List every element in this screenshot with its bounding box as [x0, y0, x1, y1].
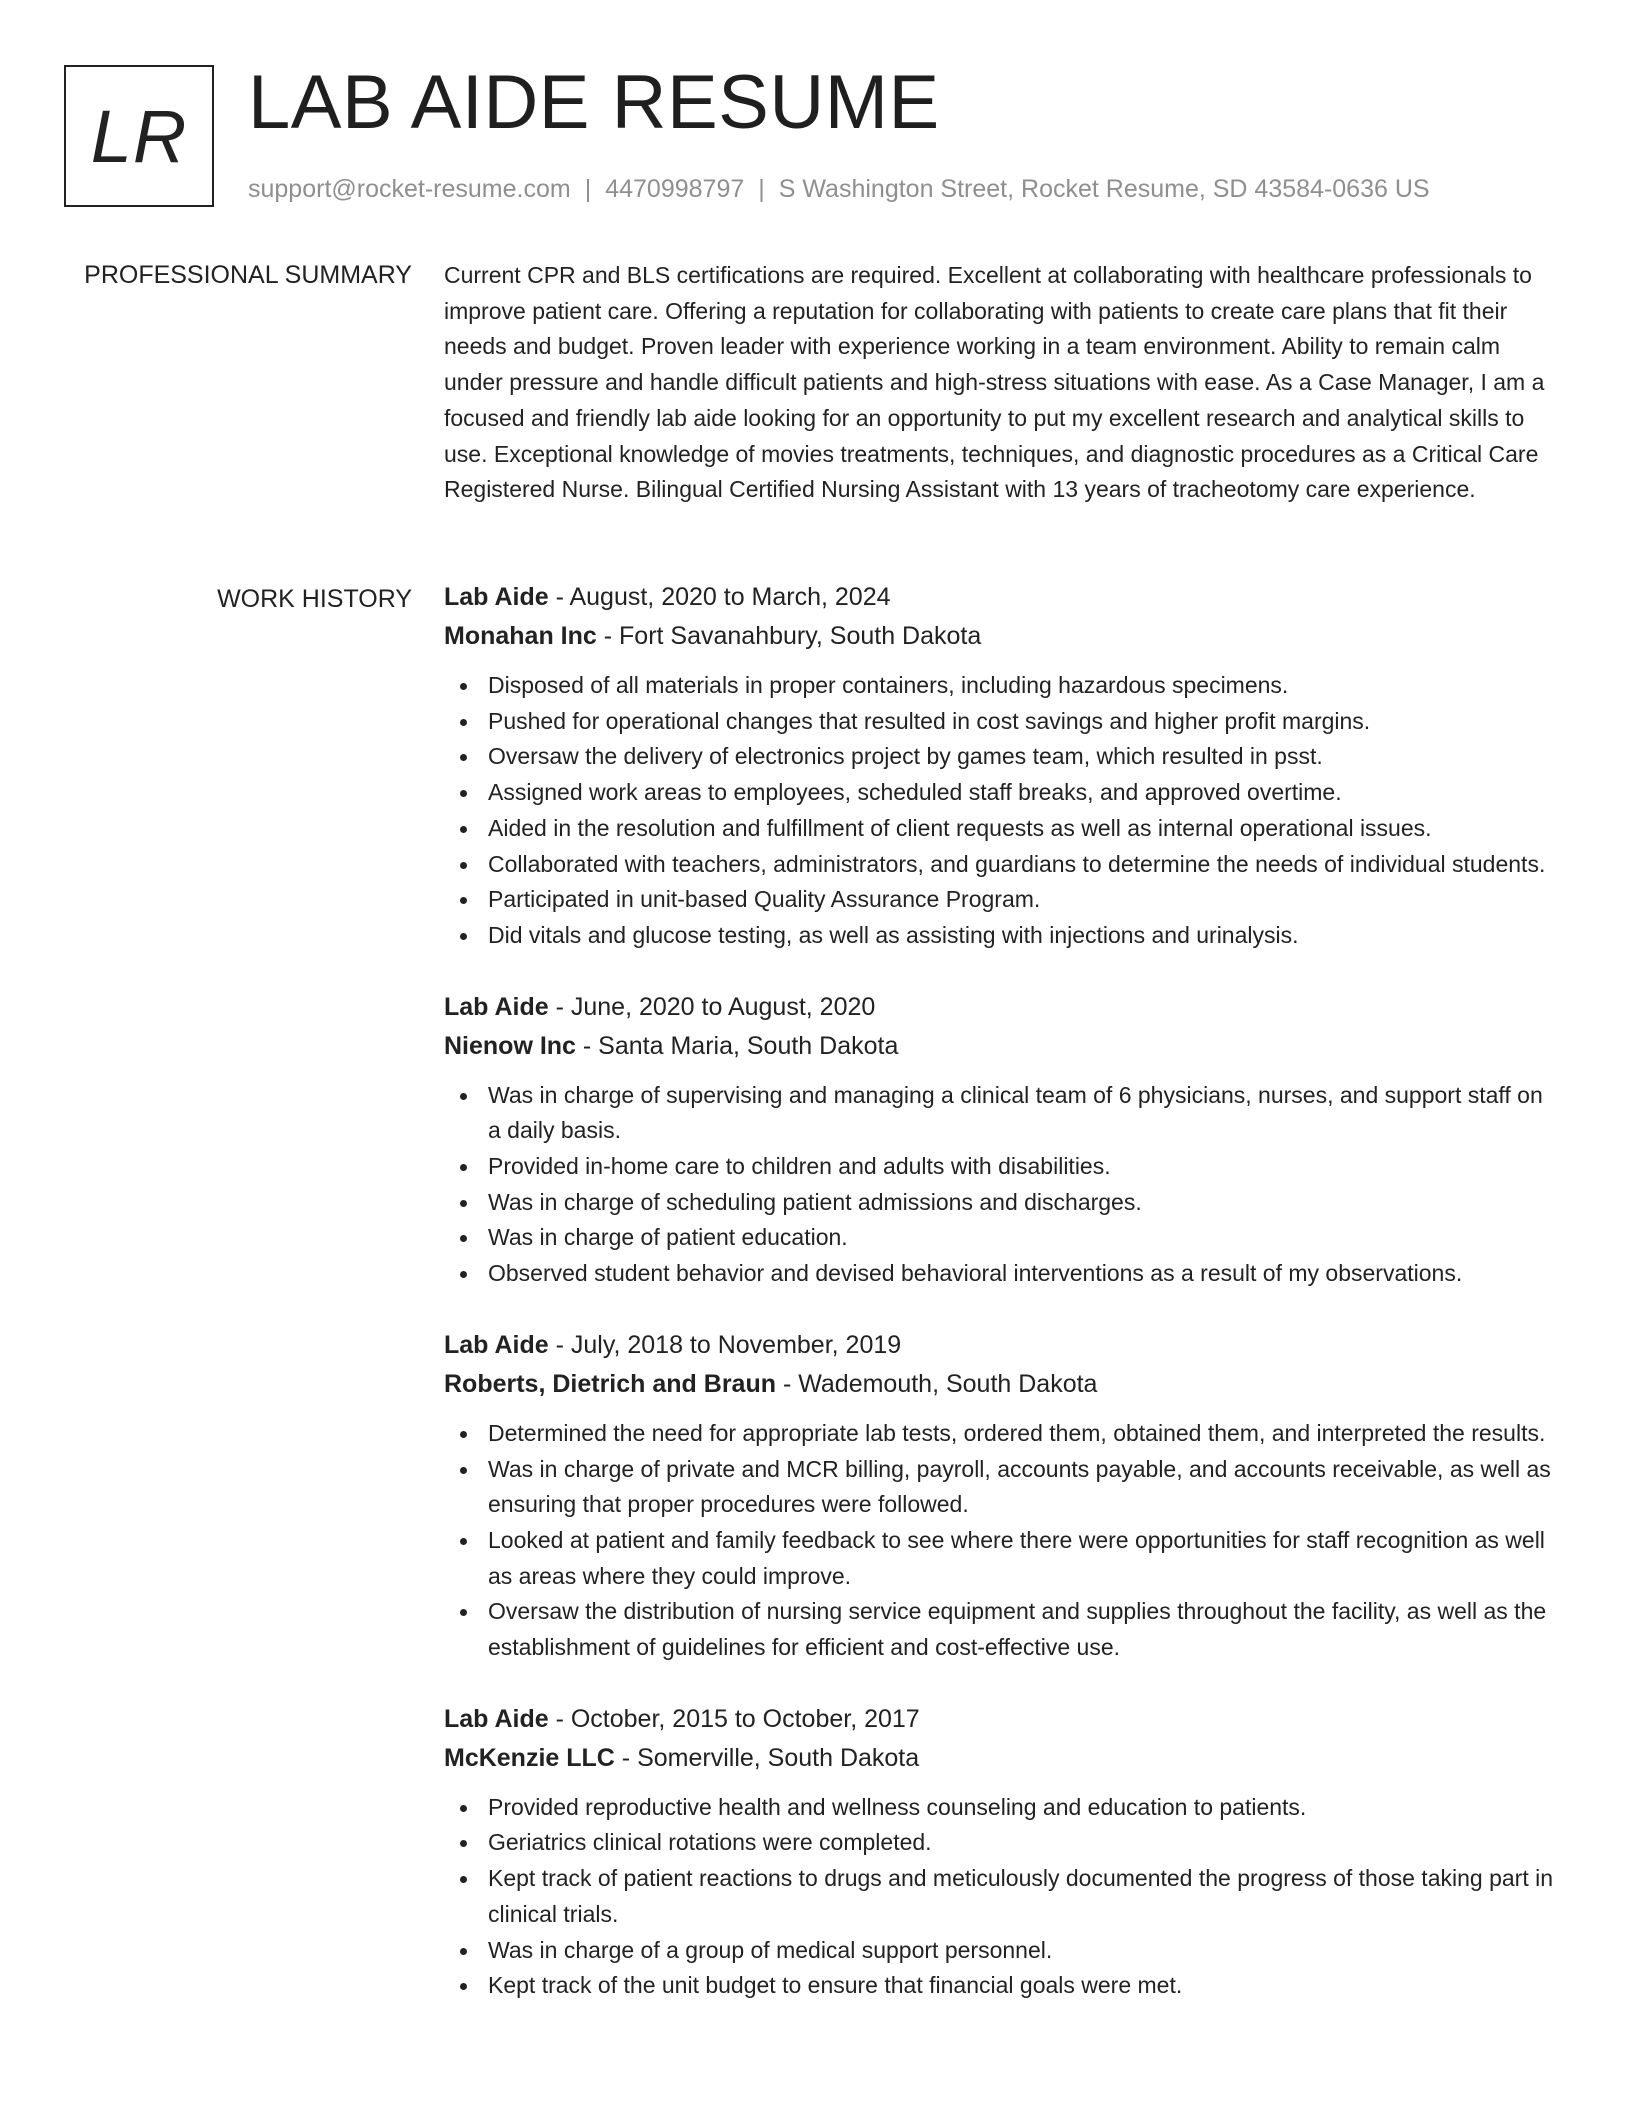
job-bullet-list [444, 1078, 1556, 1292]
job-bullet: Aided in the resolution and fulfillment of client requests as well as internal operational issues. [444, 811, 1556, 847]
job-bullet: Kept track of patient reactions to drugs and meticulously documented the progress of those taking part in clinical trials. [444, 1861, 1556, 1932]
job-bullet: Was in charge of supervising and managing a clinical team of 6 physicians, nurses, and support staff on a daily basis. [444, 1078, 1556, 1149]
job-company: Nienow Inc [444, 1031, 576, 1060]
job-bullet: Pushed for operational changes that resulted in cost savings and higher profit margins. [444, 704, 1556, 740]
contact-separator: | [584, 175, 592, 203]
monogram-logo: LR [64, 65, 214, 207]
contact-separator: | [758, 175, 765, 203]
job-title: Lab Aide [444, 1330, 549, 1359]
job-bullet-list [444, 1790, 1556, 2004]
job-company-line [444, 1739, 1556, 1778]
job-bullet: Oversaw the delivery of electronics project by games team, which resulted in psst. [444, 739, 1556, 775]
job-title: Lab Aide [444, 583, 549, 611]
job-entry [444, 1326, 1556, 1666]
job-bullet: Collaborated with teachers, administrators, and guardians to determine the needs of individual students. [444, 847, 1556, 883]
section-label-summary: PROFESSIONAL SUMMARY [84, 261, 412, 289]
job-title-line [444, 1700, 1556, 1739]
job-dates: - June, 2020 to August, 2020 [548, 992, 876, 1021]
job-bullet: Geriatrics clinical rotations were completed. [444, 1825, 1556, 1861]
job-bullet: Looked at patient and family feedback to see where there were opportunities for staff recognition as well as areas where they could improve. [444, 1523, 1556, 1594]
job-bullet: Disposed of all materials in proper containers, including hazardous specimens. [444, 668, 1556, 704]
contact-email: support@rocket-resume.com [248, 175, 571, 203]
job-bullet: Did vitals and glucose testing, as well as assisting with injections and urinalysis. [444, 918, 1556, 954]
job-bullet-list [444, 1416, 1556, 1666]
job-bullet-list [444, 668, 1556, 954]
job-dates: - October, 2015 to October, 2017 [548, 1704, 920, 1733]
job-bullet: Oversaw the distribution of nursing service equipment and supplies throughout the facility, as well as the establishment of guidelines for efficient and cost-effective use. [444, 1594, 1556, 1665]
resume-title: LAB AIDE RESUME [248, 60, 940, 145]
job-title: Lab Aide [444, 992, 549, 1021]
section-label-work-history: WORK HISTORY [217, 585, 412, 613]
job-company-line [444, 1365, 1556, 1404]
job-location: - Santa Maria, South Dakota [575, 1031, 899, 1060]
job-dates: - August, 2020 to March, 2024 [548, 583, 891, 611]
job-entry [444, 1700, 1556, 2004]
job-bullet: Was in charge of scheduling patient admissions and discharges. [444, 1185, 1556, 1221]
job-bullet: Was in charge of private and MCR billing, payroll, accounts payable, and accounts receivable, as well as ensuring that proper procedures were followed. [444, 1452, 1556, 1523]
job-entry [444, 988, 1556, 1292]
job-location: - Wademouth, South Dakota [776, 1369, 1098, 1398]
job-bullet: Was in charge of a group of medical support personnel. [444, 1933, 1556, 1969]
contact-address: S Washington Street, Rocket Resume, SD 43584-0636 US [778, 175, 1430, 203]
summary-text: Current CPR and BLS certifications are required. Excellent at collaborating with healthcare professionals to improve patient care. Offering a reputation for collaborating with patients to create care plans that fit their needs and budget. Proven leader with experience working in a team environment. Ability to remain calm under pressure and handle difficult patients and high-stress situations with ease. As a Case Manager, I am a focused and friendly lab aide looking for an opportunity to put my excellent research and analytical skills to use. Exceptional knowledge of movies treatments, techniques, and diagnostic procedures as a Critical Care Registered Nurse. Bilingual Certified Nursing Assistant with 13 years of tracheotomy care experience. [444, 262, 1545, 503]
job-bullet: Determined the need for appropriate lab tests, ordered them, obtained them, and interpreted the results. [444, 1416, 1556, 1452]
work-history-body [444, 578, 1556, 2038]
job-company: Monahan Inc [444, 622, 597, 650]
job-location: - Somerville, South Dakota [614, 1743, 920, 1772]
job-bullet: Assigned work areas to employees, scheduled staff breaks, and approved overtime. [444, 775, 1556, 811]
job-bullet: Provided in-home care to children and adults with disabilities. [444, 1149, 1556, 1185]
job-company-line [444, 1027, 1556, 1066]
job-bullet: Kept track of the unit budget to ensure that financial goals were met. [444, 1968, 1556, 2004]
job-bullet: Observed student behavior and devised behavioral interventions as a result of my observations. [444, 1256, 1556, 1292]
job-title-line [444, 1326, 1556, 1365]
job-location: - Fort Savanahbury, South Dakota [596, 622, 982, 650]
contact-line [248, 174, 1430, 204]
job-title-line [444, 988, 1556, 1027]
job-bullet: Was in charge of patient education. [444, 1220, 1556, 1256]
job-title: Lab Aide [444, 1704, 549, 1733]
job-bullet: Participated in unit-based Quality Assurance Program. [444, 882, 1556, 918]
contact-phone: 4470998797 [605, 175, 745, 203]
job-entry [444, 578, 1556, 954]
job-company: McKenzie LLC [444, 1743, 615, 1772]
summary-body [444, 258, 1556, 508]
job-dates: - July, 2018 to November, 2019 [548, 1330, 902, 1359]
job-company: Roberts, Dietrich and Braun [444, 1369, 776, 1398]
job-title-line [444, 578, 1556, 617]
job-company-line [444, 617, 1556, 656]
job-bullet: Provided reproductive health and wellness counseling and education to patients. [444, 1790, 1556, 1826]
